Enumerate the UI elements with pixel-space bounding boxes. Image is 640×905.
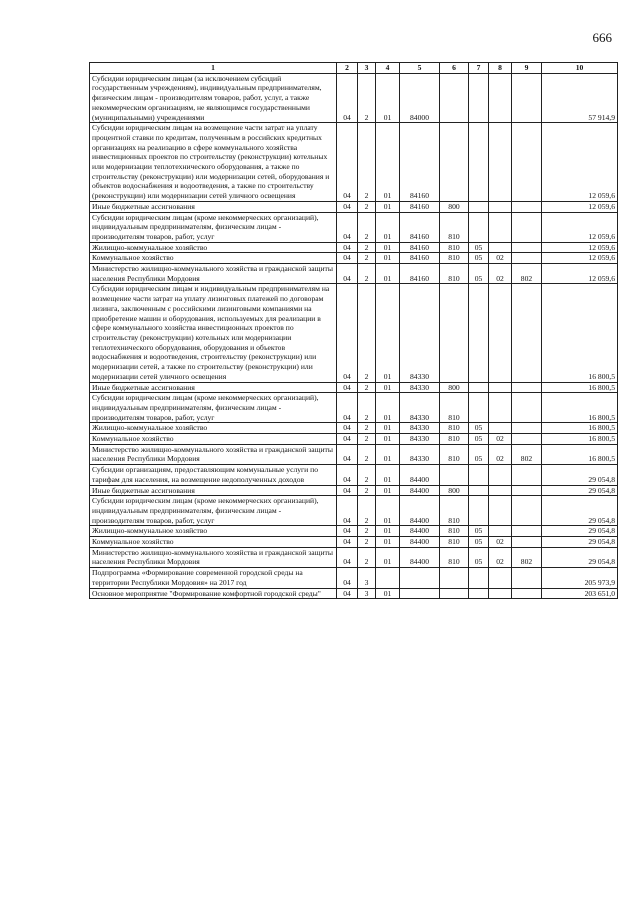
row-code-2: 04: [337, 588, 358, 599]
row-code-8: [489, 568, 512, 588]
row-code-4: 01: [376, 253, 400, 264]
row-code-7: 05: [469, 537, 489, 548]
row-amount: 16 800,5: [542, 382, 618, 393]
row-code-9: [512, 284, 542, 382]
row-description: Субсидии юридическим лицам (кроме некоммерческих организаций), индивидуальным предпринимателям, физическим лицам - производителям товаров, работ, услуг: [90, 212, 337, 242]
table-row: [90, 253, 618, 264]
row-description: Коммунальное хозяйство: [90, 253, 337, 264]
row-code-5: 84330: [400, 423, 440, 434]
row-code-8: [489, 496, 512, 526]
row-amount: 12 059,6: [542, 212, 618, 242]
table-row: [90, 123, 618, 202]
row-code-7: [469, 201, 489, 212]
row-amount: 203 651,0: [542, 588, 618, 599]
row-code-5: 84000: [400, 73, 440, 123]
row-code-8: [489, 485, 512, 496]
table-row: [90, 444, 618, 464]
table-row: [90, 201, 618, 212]
row-amount: 12 059,6: [542, 264, 618, 284]
row-code-4: 01: [376, 485, 400, 496]
row-description: Подпрограмма «Формирование современной городской среды на территории Республики Мордовия» на 2017 год: [90, 568, 337, 588]
column-header: 4: [376, 63, 400, 74]
row-description: Субсидии юридическим лицам на возмещение части затрат на уплату процентной ставки по кредитам, полученным в российских кредитных организациях на реализацию в сфере коммунального хозяйства инвестиционных проектов по строительству (реконструкции) котельных или модернизации теплотехнического оборудования, а также по строительству (реконструкции) или модернизации сетей, оборудования и объектов водоснабжения и водоотведения, а также по строительству (реконструкции) или модернизации сетей уличного освещения: [90, 123, 337, 202]
row-code-2: 04: [337, 434, 358, 445]
row-code-5: 84400: [400, 496, 440, 526]
row-code-2: 04: [337, 393, 358, 423]
row-code-6: 810: [440, 423, 469, 434]
row-description: Коммунальное хозяйство: [90, 537, 337, 548]
row-code-4: 01: [376, 73, 400, 123]
row-amount: 29 054,8: [542, 537, 618, 548]
row-code-6: 810: [440, 212, 469, 242]
row-code-6: 810: [440, 393, 469, 423]
row-amount: 29 054,8: [542, 496, 618, 526]
row-code-5: 84400: [400, 465, 440, 485]
row-code-6: [440, 568, 469, 588]
row-code-4: 01: [376, 434, 400, 445]
row-code-9: 802: [512, 547, 542, 567]
row-code-8: [489, 201, 512, 212]
row-code-7: 05: [469, 547, 489, 567]
row-code-8: [489, 212, 512, 242]
row-code-6: 810: [440, 434, 469, 445]
column-header: 2: [337, 63, 358, 74]
page-number: 666: [592, 30, 612, 45]
table-row: [90, 212, 618, 242]
row-code-8: [489, 242, 512, 253]
row-code-7: [469, 485, 489, 496]
row-code-2: 04: [337, 423, 358, 434]
row-code-7: [469, 496, 489, 526]
table-row: [90, 284, 618, 382]
row-code-8: 02: [489, 444, 512, 464]
table-row: [90, 423, 618, 434]
row-amount: 12 059,6: [542, 123, 618, 202]
row-description: Иные бюджетные ассигнования: [90, 485, 337, 496]
row-code-6: 810: [440, 253, 469, 264]
table-row: [90, 73, 618, 123]
row-code-4: 01: [376, 123, 400, 202]
row-code-7: [469, 465, 489, 485]
row-code-7: [469, 123, 489, 202]
column-header: 6: [440, 63, 469, 74]
row-code-2: 04: [337, 496, 358, 526]
row-code-7: 05: [469, 434, 489, 445]
row-code-2: 04: [337, 444, 358, 464]
row-code-5: 84400: [400, 526, 440, 537]
row-code-8: 02: [489, 547, 512, 567]
row-code-3: 2: [358, 201, 376, 212]
row-code-2: 04: [337, 201, 358, 212]
table-header-row: [90, 63, 618, 74]
row-code-7: 05: [469, 253, 489, 264]
row-code-5: [400, 588, 440, 599]
row-description: Субсидии юридическим лицам (за исключением субсидий государственным учреждениям), индивидуальным предпринимателям, физическим лицам - производителям товаров, работ, услуг, а также некоммерческим организациям, не являющимся государственными (муниципальными) учреждениями: [90, 73, 337, 123]
row-code-9: 802: [512, 444, 542, 464]
row-code-8: [489, 382, 512, 393]
row-code-4: 01: [376, 588, 400, 599]
row-code-3: 2: [358, 242, 376, 253]
row-amount: 29 054,8: [542, 465, 618, 485]
row-code-9: [512, 465, 542, 485]
row-code-3: 2: [358, 537, 376, 548]
row-code-3: 2: [358, 465, 376, 485]
row-code-4: 01: [376, 284, 400, 382]
table-row: [90, 485, 618, 496]
row-code-6: 810: [440, 242, 469, 253]
row-amount: 29 054,8: [542, 526, 618, 537]
row-code-3: 2: [358, 284, 376, 382]
row-code-3: 2: [358, 393, 376, 423]
row-code-9: [512, 253, 542, 264]
column-header: 7: [469, 63, 489, 74]
row-code-9: [512, 434, 542, 445]
row-code-9: [512, 537, 542, 548]
row-code-8: [489, 284, 512, 382]
row-code-3: 2: [358, 444, 376, 464]
row-code-3: 2: [358, 382, 376, 393]
row-amount: 57 914,9: [542, 73, 618, 123]
column-header: 9: [512, 63, 542, 74]
row-code-7: [469, 284, 489, 382]
row-code-5: 84330: [400, 393, 440, 423]
row-code-9: [512, 73, 542, 123]
table-row: [90, 264, 618, 284]
row-code-9: [512, 382, 542, 393]
row-code-7: 05: [469, 423, 489, 434]
row-amount: 16 800,5: [542, 393, 618, 423]
row-code-9: [512, 123, 542, 202]
row-code-5: 84400: [400, 485, 440, 496]
row-code-2: 04: [337, 123, 358, 202]
row-code-3: 2: [358, 123, 376, 202]
table-row: [90, 465, 618, 485]
row-code-5: 84160: [400, 123, 440, 202]
row-amount: 16 800,5: [542, 423, 618, 434]
row-code-4: 01: [376, 423, 400, 434]
row-code-3: 2: [358, 264, 376, 284]
row-code-8: [489, 393, 512, 423]
row-code-7: 05: [469, 264, 489, 284]
row-code-4: 01: [376, 496, 400, 526]
row-code-4: 01: [376, 465, 400, 485]
row-code-5: 84400: [400, 547, 440, 567]
row-code-6: 800: [440, 485, 469, 496]
row-amount: 29 054,8: [542, 547, 618, 567]
row-code-9: [512, 212, 542, 242]
row-description: Иные бюджетные ассигнования: [90, 382, 337, 393]
row-code-5: 84330: [400, 382, 440, 393]
row-code-4: 01: [376, 393, 400, 423]
row-description: Министерство жилищно-коммунального хозяйства и гражданской защиты населения Республики Мордовия: [90, 264, 337, 284]
row-code-6: [440, 284, 469, 382]
row-code-8: [489, 123, 512, 202]
row-code-8: [489, 423, 512, 434]
row-code-6: 810: [440, 264, 469, 284]
row-code-6: 810: [440, 444, 469, 464]
row-description: Субсидии юридическим лицам (кроме некоммерческих организаций), индивидуальным предпринимателям, физическим лицам - производителям товаров, работ, услуг: [90, 496, 337, 526]
column-header: 5: [400, 63, 440, 74]
row-code-6: 810: [440, 547, 469, 567]
row-code-7: [469, 588, 489, 599]
row-code-8: [489, 526, 512, 537]
column-header: 10: [542, 63, 618, 74]
row-code-4: 01: [376, 537, 400, 548]
row-code-2: 04: [337, 465, 358, 485]
row-code-7: [469, 73, 489, 123]
row-description: Жилищно-коммунальное хозяйство: [90, 242, 337, 253]
row-code-3: 2: [358, 547, 376, 567]
row-code-5: 84400: [400, 537, 440, 548]
row-code-4: 01: [376, 264, 400, 284]
row-amount: 205 973,9: [542, 568, 618, 588]
row-description: Министерство жилищно-коммунального хозяйства и гражданской защиты населения Республики Мордовия: [90, 444, 337, 464]
table-row: [90, 496, 618, 526]
row-code-9: [512, 568, 542, 588]
table-row: [90, 526, 618, 537]
row-code-6: [440, 588, 469, 599]
row-code-7: 05: [469, 242, 489, 253]
row-code-3: 2: [358, 253, 376, 264]
row-code-2: 04: [337, 568, 358, 588]
row-code-3: 2: [358, 526, 376, 537]
table-row: [90, 537, 618, 548]
row-code-3: 2: [358, 496, 376, 526]
row-code-2: 04: [337, 253, 358, 264]
row-code-2: 04: [337, 264, 358, 284]
row-description: Жилищно-коммунальное хозяйство: [90, 423, 337, 434]
row-code-3: 2: [358, 73, 376, 123]
row-code-3: 3: [358, 588, 376, 599]
row-code-8: [489, 73, 512, 123]
row-code-5: [400, 568, 440, 588]
row-code-9: [512, 588, 542, 599]
column-header: 8: [489, 63, 512, 74]
table-row: [90, 242, 618, 253]
row-code-3: 2: [358, 434, 376, 445]
row-description: Иные бюджетные ассигнования: [90, 201, 337, 212]
table-row: [90, 434, 618, 445]
row-code-7: 05: [469, 444, 489, 464]
row-code-5: 84160: [400, 201, 440, 212]
row-amount: 16 800,5: [542, 434, 618, 445]
row-code-2: 04: [337, 485, 358, 496]
row-code-2: 04: [337, 526, 358, 537]
row-code-7: [469, 393, 489, 423]
row-code-4: [376, 568, 400, 588]
row-code-8: [489, 465, 512, 485]
row-description: Субсидии юридическим лицам (кроме некоммерческих организаций), индивидуальным предпринимателям, физическим лицам - производителям товаров, работ, услуг: [90, 393, 337, 423]
row-code-5: 84160: [400, 253, 440, 264]
row-code-6: 810: [440, 537, 469, 548]
row-code-3: 2: [358, 212, 376, 242]
row-amount: 12 059,6: [542, 242, 618, 253]
row-code-6: [440, 73, 469, 123]
budget-table: [89, 62, 618, 599]
row-description: Субсидии юридическим лицам и индивидуальным предпринимателям на возмещение части затрат на уплату лизинговых платежей по договорам лизинга, заключенным с российскими лизинговыми компаниями на приобретение машин и оборудования, используемых для реализации в сфере коммунального хозяйства инвестиционных проектов по строительству (реконструкции) котельных или модернизации теплотехнического оборудования, оборудования и объектов водоснабжения и водоотведения, строительству (реконструкции) или модернизации сетей, а также по строительству (реконструкции) или модернизации сетей уличного освещения: [90, 284, 337, 382]
row-description: Основное мероприятие "Формирование комфортной городской среды": [90, 588, 337, 599]
row-code-5: 84330: [400, 444, 440, 464]
row-description: Субсидии организациям, предоставляющим коммунальные услуги по тарифам для населения, на возмещение недополученных доходов: [90, 465, 337, 485]
row-code-9: [512, 201, 542, 212]
row-code-6: [440, 123, 469, 202]
row-code-4: 01: [376, 242, 400, 253]
row-code-9: [512, 526, 542, 537]
row-code-6: 810: [440, 526, 469, 537]
row-code-6: 800: [440, 201, 469, 212]
table-row: [90, 547, 618, 567]
row-code-6: 810: [440, 496, 469, 526]
row-code-2: 04: [337, 242, 358, 253]
row-code-5: 84330: [400, 284, 440, 382]
row-code-4: 01: [376, 526, 400, 537]
row-code-2: 04: [337, 212, 358, 242]
row-amount: 16 800,5: [542, 284, 618, 382]
table-row: [90, 393, 618, 423]
row-code-9: [512, 242, 542, 253]
row-description: Министерство жилищно-коммунального хозяйства и гражданской защиты населения Республики Мордовия: [90, 547, 337, 567]
row-code-7: 05: [469, 526, 489, 537]
row-code-5: 84160: [400, 242, 440, 253]
table-body: [90, 73, 618, 599]
row-code-8: 02: [489, 253, 512, 264]
row-code-9: 802: [512, 264, 542, 284]
row-code-7: [469, 568, 489, 588]
row-amount: 16 800,5: [542, 444, 618, 464]
row-code-8: [489, 588, 512, 599]
row-code-3: 3: [358, 568, 376, 588]
row-code-6: 800: [440, 382, 469, 393]
row-code-7: [469, 212, 489, 242]
table-row: [90, 568, 618, 588]
row-code-4: 01: [376, 547, 400, 567]
row-code-9: [512, 393, 542, 423]
row-code-4: 01: [376, 444, 400, 464]
row-code-4: 01: [376, 201, 400, 212]
row-code-8: 02: [489, 537, 512, 548]
row-code-4: 01: [376, 382, 400, 393]
row-code-8: 02: [489, 264, 512, 284]
row-code-9: [512, 496, 542, 526]
row-code-2: 04: [337, 547, 358, 567]
row-code-2: 04: [337, 73, 358, 123]
row-amount: 29 054,8: [542, 485, 618, 496]
row-description: Коммунальное хозяйство: [90, 434, 337, 445]
row-code-3: 2: [358, 423, 376, 434]
row-code-4: 01: [376, 212, 400, 242]
row-code-5: 84160: [400, 264, 440, 284]
row-code-7: [469, 382, 489, 393]
row-description: Жилищно-коммунальное хозяйство: [90, 526, 337, 537]
row-code-8: 02: [489, 434, 512, 445]
row-code-2: 04: [337, 382, 358, 393]
row-code-5: 84330: [400, 434, 440, 445]
row-amount: 12 059,6: [542, 201, 618, 212]
row-code-2: 04: [337, 537, 358, 548]
row-code-9: [512, 423, 542, 434]
table-row: [90, 382, 618, 393]
table-row: [90, 588, 618, 599]
row-code-6: [440, 465, 469, 485]
column-header: 1: [90, 63, 337, 74]
row-code-2: 04: [337, 284, 358, 382]
row-amount: 12 059,6: [542, 253, 618, 264]
row-code-9: [512, 485, 542, 496]
row-code-3: 2: [358, 485, 376, 496]
column-header: 3: [358, 63, 376, 74]
row-code-5: 84160: [400, 212, 440, 242]
